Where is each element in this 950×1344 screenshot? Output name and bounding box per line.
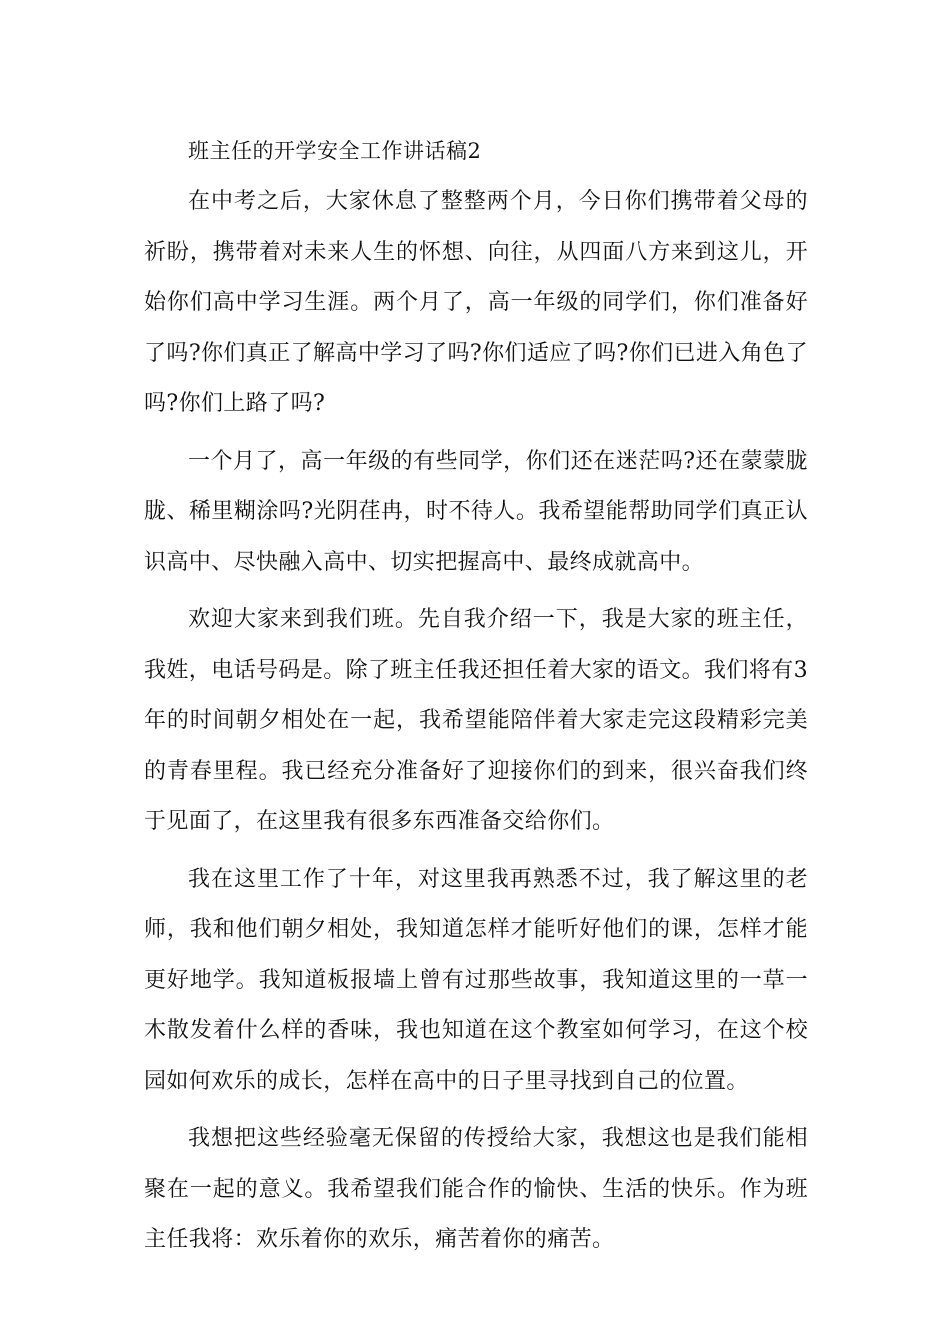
document-title: 班主任的开学安全工作讲话稿2 xyxy=(188,139,482,163)
document-body xyxy=(144,132,808,1266)
paragraph-3: 欢迎大家来到我们班。先自我介绍一下，我是大家的班主任，我姓，电话号码是。除了班主任我还担任着大家的语文。我们将有3年的时间朝夕相处在一起，我希望能陪伴着大家走完这段精彩完美的青春里程。我已经充分准备好了迎接你们的到来，很兴奋我们终于见面了，在这里我有很多东西准备交给你们。 xyxy=(144,607,808,834)
paragraph-1: 在中考之后，大家休息了整整两个月，今日你们携带着父母的祈盼，携带着对未来人生的怀想、向往，从四面八方来到这儿，开始你们高中学习生涯。两个月了，高一年级的同学们，你们准备好了吗?你们真正了解高中学习了吗?你们适应了吗?你们已进入角色了吗?你们上路了吗? xyxy=(144,189,808,416)
paragraph-2: 一个月了，高一年级的有些同学，你们还在迷茫吗?还在蒙蒙胧胧、稀里糊涂吗?光阴荏冉，时不待人。我希望能帮助同学们真正认识高中、尽快融入高中、切实把握高中、最终成就高中。 xyxy=(144,448,808,575)
paragraph-5: 我想把这些经验毫无保留的传授给大家，我想这也是我们能相聚在一起的意义。我希望我们能合作的愉快、生活的快乐。作为班主任我将：欢乐着你的欢乐，痛苦着你的痛苦。 xyxy=(144,1126,808,1252)
paragraph-4: 我在这里工作了十年，对这里我再熟悉不过，我了解这里的老师，我和他们朝夕相处，我知道怎样才能听好他们的课，怎样才能更好地学。我知道板报墙上曾有过那些故事，我知道这里的一草一木散发着什么样的香味，我也知道在这个教室如何学习，在这个校园如何欢乐的成长，怎样在高中的日子里寻找到自己的位置。 xyxy=(144,866,808,1094)
